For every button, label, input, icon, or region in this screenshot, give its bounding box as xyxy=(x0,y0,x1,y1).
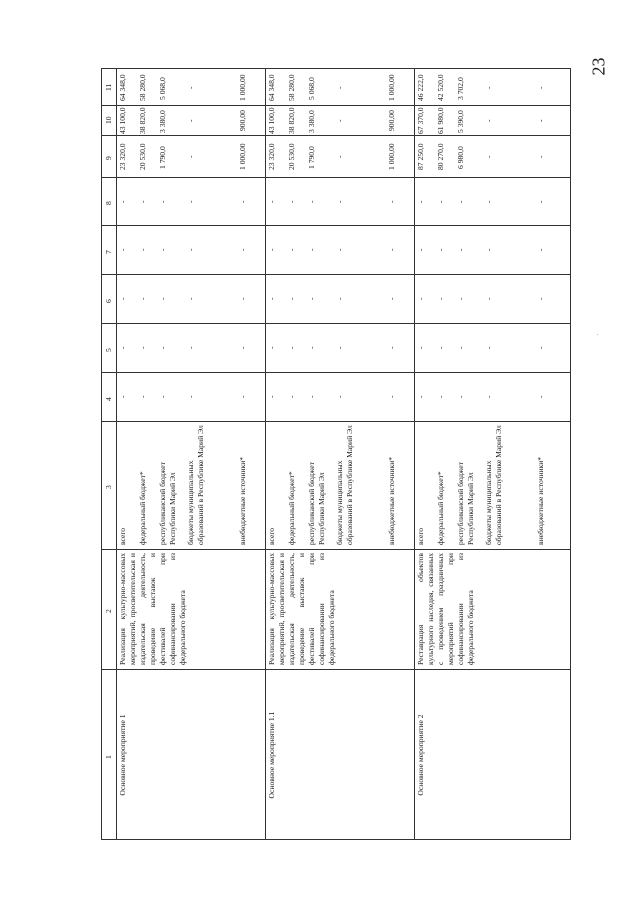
row-divider xyxy=(265,69,266,839)
cell-value: - xyxy=(416,346,425,350)
cell-value: 23 320,0 xyxy=(118,143,127,171)
cell-value: - xyxy=(238,346,247,350)
header-divider xyxy=(116,69,117,839)
cell-value: - xyxy=(158,248,167,252)
cell-value: - xyxy=(536,248,545,252)
column-divider xyxy=(102,669,570,670)
source-label-republic: республиканский бюджет Республики Марий Эл xyxy=(158,462,177,545)
cell-value: - xyxy=(484,86,493,89)
cell-value: - xyxy=(536,395,545,399)
cell-value: - xyxy=(416,200,425,203)
cell-value: 3 380,0 xyxy=(158,109,167,133)
cell-value: - xyxy=(387,248,396,252)
cell-value: - xyxy=(158,395,167,399)
column-divider xyxy=(102,274,570,275)
cell-value: - xyxy=(436,297,445,301)
cell-value: - xyxy=(456,297,465,301)
source-label-offbudget: внебюджетные источники* xyxy=(536,456,545,545)
page-number: 23 xyxy=(588,57,609,76)
cell-value: - xyxy=(287,248,296,252)
cell-value: - xyxy=(416,395,425,399)
column-number-2: 2 xyxy=(104,609,113,613)
cell-value: 64 348,0 xyxy=(118,74,127,102)
cell-value: 38 820,0 xyxy=(287,107,296,135)
budget-table xyxy=(101,68,571,840)
cell-value: - xyxy=(387,395,396,399)
cell-value: 43 100,0 xyxy=(118,107,127,135)
cell-value: - xyxy=(436,395,445,399)
cell-value: - xyxy=(158,346,167,350)
cell-value: 67 370,0 xyxy=(416,107,425,135)
column-divider xyxy=(102,372,570,373)
column-divider xyxy=(102,421,570,422)
source-label-total: всего xyxy=(416,527,425,545)
column-number-8: 8 xyxy=(104,201,113,205)
column-number-6: 6 xyxy=(104,298,113,303)
cell-value: 64 348,0 xyxy=(267,74,276,102)
column-number-1: 1 xyxy=(104,755,113,759)
cell-value: - xyxy=(186,248,195,252)
cell-value: - xyxy=(287,200,296,203)
column-divider xyxy=(102,323,570,324)
cell-value: - xyxy=(186,119,195,122)
cell-value: - xyxy=(436,346,445,350)
column-divider xyxy=(102,177,570,178)
cell-value: - xyxy=(335,395,344,399)
cell-value: 900,00 xyxy=(387,109,396,131)
cell-value: - xyxy=(436,200,445,203)
cell-value: 58 280,0 xyxy=(287,74,296,102)
row-name: Реализация культурно-массовых мероприятий, просветительская и издательская деятельность, проведение выставок и фестивалей при софинансировании из федерального бюджета xyxy=(267,553,336,665)
cell-value: - xyxy=(456,248,465,252)
cell-value: - xyxy=(536,346,545,350)
source-label-municipal: бюджеты муниципальных образований в Республике Марий Эл xyxy=(186,425,205,545)
cell-value: - xyxy=(335,346,344,350)
cell-value: - xyxy=(335,155,344,158)
cell-value: - xyxy=(387,346,396,350)
source-label-federal: федеральный бюджет* xyxy=(138,471,147,545)
source-label-federal: федеральный бюджет* xyxy=(287,471,296,545)
source-label-republic: республиканский бюджет Республики Марий Эл xyxy=(307,462,326,545)
cell-value: 20 530,0 xyxy=(138,143,147,171)
source-label-republic: республиканский бюджет Республики Марий Эл xyxy=(456,462,475,545)
column-number-7: 7 xyxy=(104,249,113,254)
column-number-3: 3 xyxy=(104,485,113,489)
cell-value: - xyxy=(387,200,396,203)
source-label-federal: федеральный бюджет* xyxy=(436,471,445,545)
column-number-4: 4 xyxy=(104,396,113,401)
cell-value: - xyxy=(238,200,247,203)
source-label-municipal: бюджеты муниципальных образований в Республике Марий Эл xyxy=(484,425,503,545)
cell-value: 3 702,0 xyxy=(456,76,465,100)
source-label-total: всего xyxy=(267,527,276,545)
cell-value: - xyxy=(186,155,195,158)
cell-value: - xyxy=(186,200,195,203)
cell-value: - xyxy=(186,395,195,399)
cell-value: - xyxy=(484,155,493,158)
cell-value: - xyxy=(267,297,276,301)
source-label-municipal: бюджеты муниципальных образований в Республике Марий Эл xyxy=(335,425,354,545)
cell-value: - xyxy=(267,395,276,399)
cell-value: 5 068,0 xyxy=(307,76,316,100)
cell-value: - xyxy=(456,200,465,203)
source-label-total: всего xyxy=(118,527,127,545)
cell-value: - xyxy=(307,395,316,399)
cell-value: - xyxy=(186,297,195,301)
cell-value: - xyxy=(238,395,247,399)
cell-value: - xyxy=(138,346,147,350)
cell-value: 58 280,0 xyxy=(138,74,147,102)
cell-value: - xyxy=(536,155,545,158)
cell-value: - xyxy=(307,200,316,203)
cell-value: 1 000,00 xyxy=(238,74,247,102)
cell-value: - xyxy=(536,297,545,301)
column-divider xyxy=(102,105,570,106)
cell-value: - xyxy=(456,346,465,350)
cell-value: - xyxy=(536,86,545,89)
cell-value: 1 790,0 xyxy=(158,145,167,169)
cell-value: - xyxy=(387,297,396,301)
column-number-5: 5 xyxy=(104,347,113,352)
column-number-10: 10 xyxy=(104,116,113,124)
cell-value: - xyxy=(416,248,425,252)
cell-value: - xyxy=(484,248,493,252)
cell-value: - xyxy=(138,200,147,203)
cell-value: - xyxy=(456,395,465,399)
cell-value: - xyxy=(238,297,247,301)
source-label-offbudget: внебюджетные источники* xyxy=(387,456,396,545)
column-divider xyxy=(102,135,570,136)
cell-value: - xyxy=(118,200,127,203)
cell-value: - xyxy=(307,248,316,252)
source-label-offbudget: внебюджетные источники* xyxy=(238,456,247,545)
cell-value: 38 820,0 xyxy=(138,107,147,135)
cell-value: - xyxy=(484,395,493,399)
cell-value: 6 980,0 xyxy=(456,145,465,169)
cell-value: 42 520,0 xyxy=(436,74,445,102)
cell-value: 80 270,0 xyxy=(436,143,445,171)
cell-value: - xyxy=(536,200,545,203)
cell-value: - xyxy=(138,248,147,252)
cell-value: - xyxy=(138,395,147,399)
cell-value: - xyxy=(267,248,276,252)
cell-value: 20 530,0 xyxy=(287,143,296,171)
row-divider xyxy=(414,69,415,839)
cell-value: 5 390,0 xyxy=(456,109,465,133)
cell-value: 3 380,0 xyxy=(307,109,316,133)
cell-value: - xyxy=(484,119,493,122)
cell-value: - xyxy=(416,297,425,301)
cell-value: 900,00 xyxy=(238,109,247,131)
cell-value: 5 068,0 xyxy=(158,76,167,100)
row-name: Реставрация объектов культурного наследия, связанных с проведением праздничных мероприятий при софинансировании из федерального бюджета xyxy=(416,553,475,665)
cell-value: 46 222,0 xyxy=(416,74,425,102)
cell-value: - xyxy=(484,297,493,301)
cell-value: - xyxy=(287,297,296,301)
cell-value: - xyxy=(287,395,296,399)
cell-value: - xyxy=(335,200,344,203)
cell-value: - xyxy=(335,119,344,122)
row-name: Реализация культурно-массовых мероприятий, просветительская и издательская деятельность, проведение выставок и фестивалей при софинансировании из федерального бюджета xyxy=(118,553,187,665)
cell-value: - xyxy=(307,297,316,301)
cell-value: - xyxy=(267,200,276,203)
cell-value: - xyxy=(138,297,147,301)
row-code: Основное мероприятие 1.1 xyxy=(267,711,276,799)
cell-value: 43 100,0 xyxy=(267,107,276,135)
cell-value: 1 000,00 xyxy=(387,143,396,171)
cell-value: - xyxy=(484,346,493,350)
row-code: Основное мероприятие 2 xyxy=(416,714,425,796)
cell-value: - xyxy=(158,200,167,203)
cell-value: 61 980,0 xyxy=(436,107,445,135)
cell-value: - xyxy=(436,248,445,252)
cell-value: - xyxy=(118,297,127,301)
cell-value: - xyxy=(118,395,127,399)
cell-value: - xyxy=(118,248,127,252)
cell-value: 1 790,0 xyxy=(307,145,316,169)
cell-value: - xyxy=(335,86,344,89)
cell-value: - xyxy=(335,248,344,252)
scan-speck xyxy=(597,334,598,335)
cell-value: - xyxy=(536,119,545,122)
cell-value: - xyxy=(238,248,247,252)
cell-value: 23 320,0 xyxy=(267,143,276,171)
cell-value: - xyxy=(307,346,316,350)
cell-value: - xyxy=(267,346,276,350)
cell-value: - xyxy=(186,346,195,350)
column-divider xyxy=(102,549,570,550)
cell-value: 87 250,0 xyxy=(416,143,425,171)
column-number-11: 11 xyxy=(104,83,113,91)
cell-value: - xyxy=(335,297,344,301)
column-divider xyxy=(102,225,570,226)
cell-value: - xyxy=(158,297,167,301)
column-number-9: 9 xyxy=(104,156,113,160)
cell-value: - xyxy=(484,200,493,203)
cell-value: - xyxy=(118,346,127,350)
cell-value: 1 000,00 xyxy=(387,74,396,102)
cell-value: - xyxy=(186,86,195,89)
cell-value: 1 000,00 xyxy=(238,143,247,171)
cell-value: - xyxy=(287,346,296,350)
row-code: Основное мероприятие 1 xyxy=(118,714,127,796)
